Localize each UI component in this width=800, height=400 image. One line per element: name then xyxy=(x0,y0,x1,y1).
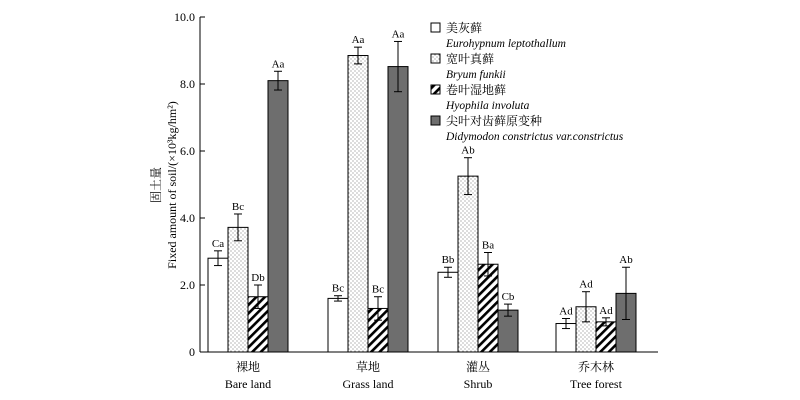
category-label-zh: 灌丛 xyxy=(465,360,491,374)
y-tick-label: 6.0 xyxy=(180,144,195,158)
significance-label: Db xyxy=(251,272,265,284)
bar xyxy=(208,258,228,352)
significance-label: Ad xyxy=(579,278,593,291)
bars xyxy=(208,28,636,352)
y-tick-label: 8.0 xyxy=(180,77,195,91)
legend-swatch xyxy=(431,116,440,125)
significance-label: Cb xyxy=(501,291,515,304)
significance-label: Aa xyxy=(391,28,405,41)
legend-swatch xyxy=(431,85,440,94)
significance-label: Bc xyxy=(371,283,385,296)
category-label-en: Shrub xyxy=(463,377,493,391)
legend-label-zh: 尖叶对齿藓原变种 xyxy=(446,114,543,128)
legend-swatch xyxy=(431,23,440,32)
y-tick-label: 4.0 xyxy=(180,211,195,225)
legend-label-en: Didymodon constrictus var.constrictus xyxy=(446,131,624,143)
legend-swatch xyxy=(431,54,440,63)
y-tick-label: 10.0 xyxy=(174,10,195,24)
significance-label: Aa xyxy=(351,34,365,47)
category-label-en: Bare land xyxy=(224,377,272,391)
legend xyxy=(431,20,624,143)
legend-label-en: Hyophila involuta xyxy=(446,100,530,112)
legend-label-en: Eurohypnum leptothallum xyxy=(446,38,566,50)
category-label-en: Tree forest xyxy=(570,377,622,391)
significance-label: Bc xyxy=(231,200,245,213)
y-tick-label: 2.0 xyxy=(180,278,195,292)
legend-label-zh: 卷叶湿地藓 xyxy=(446,83,507,97)
bar xyxy=(438,272,458,352)
category-label-zh: 草地 xyxy=(355,360,381,374)
bar xyxy=(328,298,348,352)
bar xyxy=(478,264,498,352)
significance-label: Bb xyxy=(441,254,455,267)
bar xyxy=(268,81,288,352)
y-axis-label-en: Fixed amount of soil/(×10³kg/hm²) xyxy=(165,101,179,269)
significance-label: Ad xyxy=(599,304,613,317)
significance-label: Ab xyxy=(619,254,633,267)
bar xyxy=(228,227,248,352)
bar xyxy=(596,322,616,352)
significance-label: Ba xyxy=(481,239,495,252)
significance-label: Aa xyxy=(271,58,285,71)
legend-label-en: Bryum funkii xyxy=(446,69,506,81)
significance-label: Ab xyxy=(461,144,475,157)
legend-label-zh: 宽叶真藓 xyxy=(446,52,495,66)
bar xyxy=(458,176,478,352)
y-tick-label: 0 xyxy=(189,345,195,359)
category-label-en: Grass land xyxy=(342,377,394,391)
y-axis-label-zh: 固土量 xyxy=(149,166,163,204)
bar xyxy=(348,56,368,352)
category-label-zh: 乔木林 xyxy=(577,360,615,374)
legend-label-zh: 美灰藓 xyxy=(446,21,483,35)
significance-label: Ad xyxy=(559,305,573,318)
category-label-zh: 裸地 xyxy=(235,360,261,374)
bar xyxy=(388,67,408,352)
significance-label: Ca xyxy=(211,237,225,250)
category-labels xyxy=(225,359,623,391)
significance-label: Bc xyxy=(331,282,345,295)
